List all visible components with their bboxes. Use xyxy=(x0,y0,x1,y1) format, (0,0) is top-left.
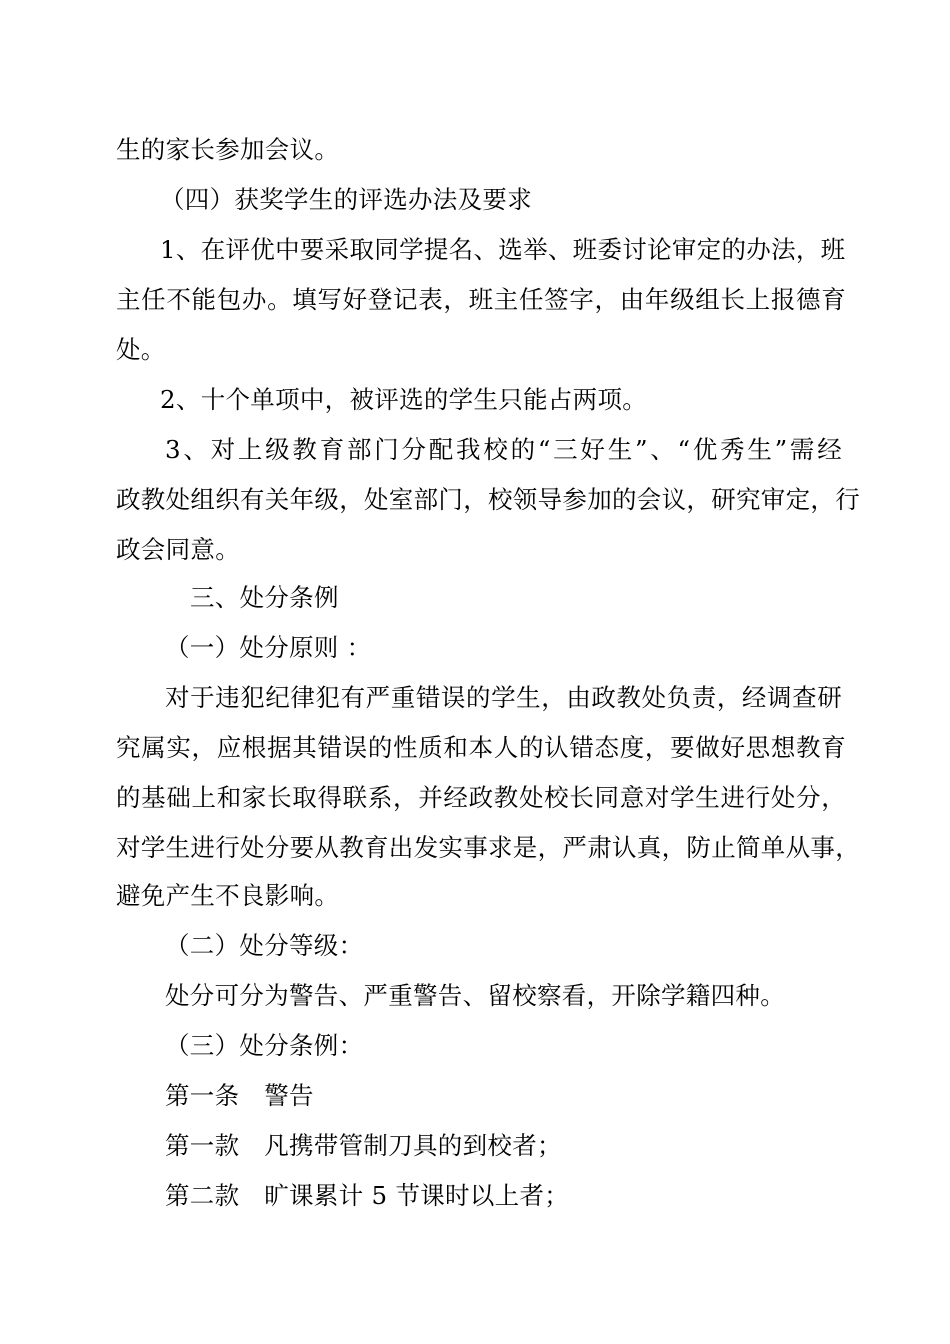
clause-line: 第一款 凡携带管制刀具的到校者； xyxy=(165,1131,562,1160)
body-line: 处分可分为警告、严重警告、留校察看，开除学籍四种。 xyxy=(165,981,785,1010)
body-line: 对于违犯纪律犯有严重错误的学生，由政教处负责，经调查研 xyxy=(165,683,842,712)
subsection-heading: （三）处分条例： xyxy=(165,1031,364,1060)
body-line: 主任不能包办。填写好登记表，班主任签字，由年级组长上报德育 xyxy=(116,285,846,314)
body-line: 3、对上级教育部门分配我校的“三好生”、“优秀生”需经 xyxy=(165,435,842,464)
body-line: 政会同意。 xyxy=(116,535,240,564)
body-line: 2、十个单项中，被评选的学生只能占两项。 xyxy=(160,385,648,414)
subsection-heading: （一）处分原则 ： xyxy=(165,633,372,662)
body-line: 生的家长参加会议。 xyxy=(116,135,340,164)
article-heading: 第一条 警告 xyxy=(165,1081,314,1110)
body-line: 避免产生不良影响。 xyxy=(116,881,340,910)
clause-line: 第二款 旷课累计 5 节课时以上者； xyxy=(165,1181,570,1210)
section-heading: 三、处分条例 xyxy=(190,583,339,612)
body-line: 处。 xyxy=(116,335,166,364)
body-line: 的基础上和家长取得联系，并经政教处校长同意对学生进行处分， xyxy=(116,783,846,812)
subsection-heading: （四）获奖学生的评选办法及要求 xyxy=(160,185,532,214)
body-line: 政教处组织有关年级，处室部门，校领导参加的会议，研究审定，行 xyxy=(116,485,860,514)
body-line: 对学生进行处分要从教育出发实事求是，严肃认真，防止简单从事， xyxy=(116,833,860,862)
subsection-heading: （二）处分等级： xyxy=(165,931,364,960)
body-line: 究属实，应根据其错误的性质和本人的认错态度，要做好思想教育 xyxy=(116,733,846,762)
body-line: 1、在评优中要采取同学提名、选举、班委讨论审定的办法，班 xyxy=(160,235,846,264)
